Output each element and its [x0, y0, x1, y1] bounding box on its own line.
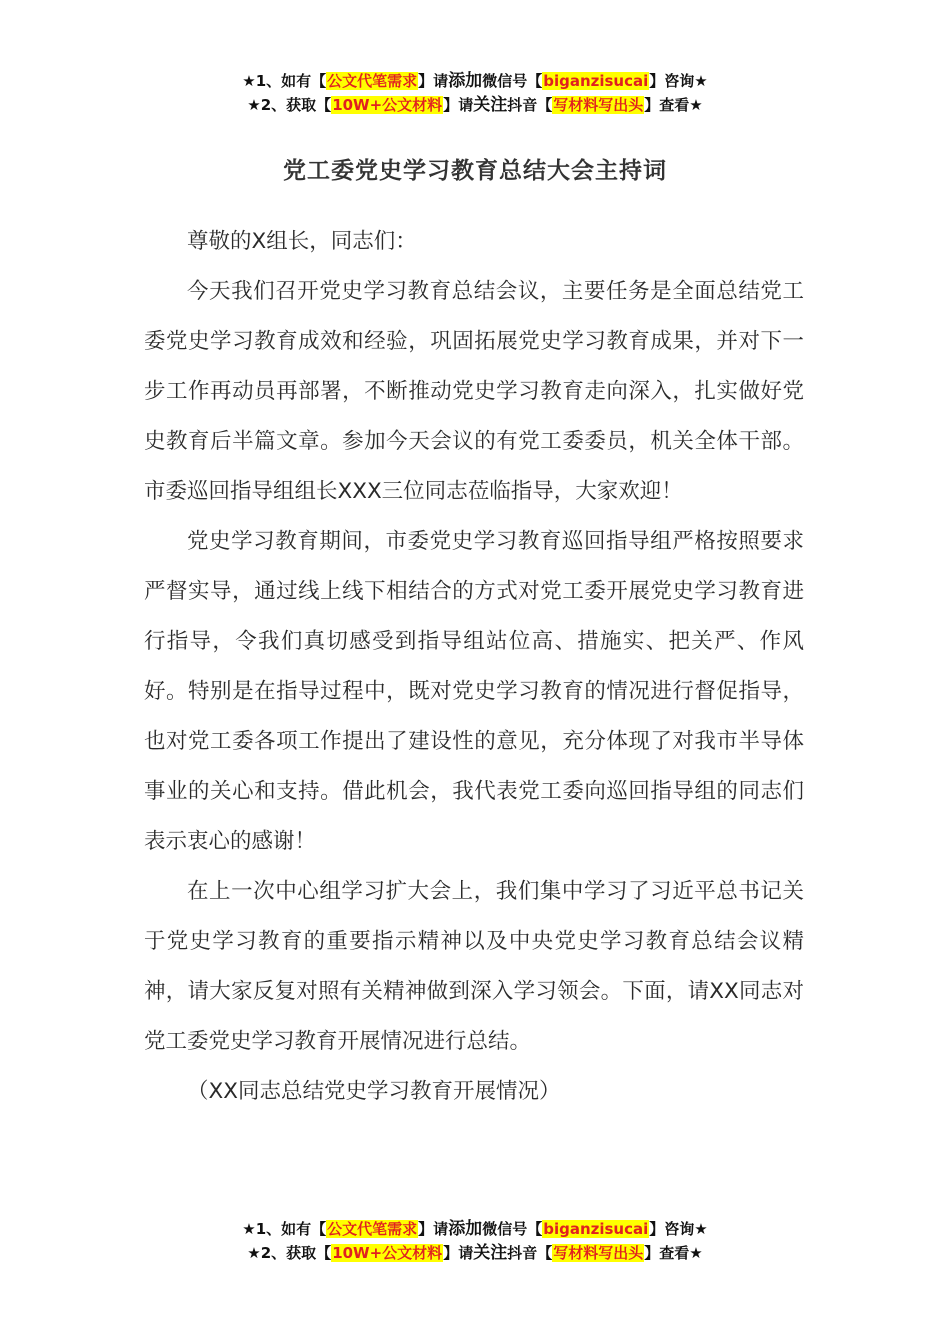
- footer-banner: [0, 1217, 950, 1265]
- banner-text: 微信号【: [482, 72, 543, 90]
- banner-text: 】咨询★: [649, 1220, 708, 1238]
- banner-emphasis: 添加: [448, 71, 483, 91]
- banner-text: ★2、获取【: [247, 1244, 332, 1262]
- document-body: [144, 217, 804, 1117]
- banner-text: 】查看★: [644, 96, 703, 114]
- banner-text: 抖音【: [507, 96, 553, 114]
- banner-line-1: [0, 69, 950, 93]
- header-banner: [0, 69, 950, 117]
- banner-highlight: biganzisucai: [543, 1220, 649, 1238]
- banner-text: 】请: [443, 96, 474, 114]
- banner-emphasis: 关注: [473, 1243, 508, 1263]
- banner-highlight: 10W+公文材料: [332, 96, 443, 114]
- banner-text: 】请: [418, 1220, 449, 1238]
- banner-text: 】请: [418, 72, 449, 90]
- banner-highlight: 10W+公文材料: [332, 1244, 443, 1262]
- banner-highlight: 写材料写出头: [553, 1244, 644, 1262]
- banner-text: 】请: [443, 1244, 474, 1262]
- body-paragraph: 今天我们召开党史学习教育总结会议，主要任务是全面总结党工委党史学习教育成效和经验，巩固拓展党史学习教育成果，并对下一步工作再动员再部署，不断推动党史学习教育走向深入，扎实做好党史教育后半篇文章。参加今天会议的有党工委委员，机关全体干部。市委巡回指导组组长XXX三位同志莅临指导，大家欢迎！: [144, 279, 804, 504]
- banner-highlight: biganzisucai: [543, 72, 649, 90]
- banner-text: 微信号【: [482, 1220, 543, 1238]
- banner-text: 】咨询★: [649, 72, 708, 90]
- banner-emphasis: 关注: [473, 95, 508, 115]
- banner-text: ★2、获取【: [247, 96, 332, 114]
- banner-highlight: 写材料写出头: [553, 96, 644, 114]
- banner-highlight: 公文代笔需求: [327, 72, 418, 90]
- banner-highlight: 公文代笔需求: [327, 1220, 418, 1238]
- document-title: 党工委党史学习教育总结大会主持词: [283, 158, 667, 184]
- body-paragraph: 党史学习教育期间，市委党史学习教育巡回指导组严格按照要求严督实导，通过线上线下相结合的方式对党工委开展党史学习教育进行指导，令我们真切感受到指导组站位高、措施实、把关严、作风好。特别是在指导过程中，既对党史学习教育的情况进行督促指导，也对党工委各项工作提出了建设性的意见，充分体现了对我市半导体事业的关心和支持。借此机会，我代表党工委向巡回指导组的同志们表示衷心的感谢！: [144, 529, 804, 854]
- banner-line-1: [0, 1217, 950, 1241]
- banner-text: 抖音【: [507, 1244, 553, 1262]
- banner-text: ★1、如有【: [242, 1220, 327, 1238]
- banner-emphasis: 添加: [448, 1219, 483, 1239]
- banner-text: 】查看★: [644, 1244, 703, 1262]
- stage-direction: （XX同志总结党史学习教育开展情况）: [187, 1079, 561, 1104]
- banner-line-2: [0, 93, 950, 117]
- salutation: 尊敬的X组长，同志们：: [187, 229, 417, 254]
- banner-line-2: [0, 1241, 950, 1265]
- banner-text: ★1、如有【: [242, 72, 327, 90]
- body-paragraph: 在上一次中心组学习扩大会上，我们集中学习了习近平总书记关于党史学习教育的重要指示精神以及中央党史学习教育总结会议精神，请大家反复对照有关精神做到深入学习领会。下面，请XX同志对党工委党史学习教育开展情况进行总结。: [144, 879, 804, 1054]
